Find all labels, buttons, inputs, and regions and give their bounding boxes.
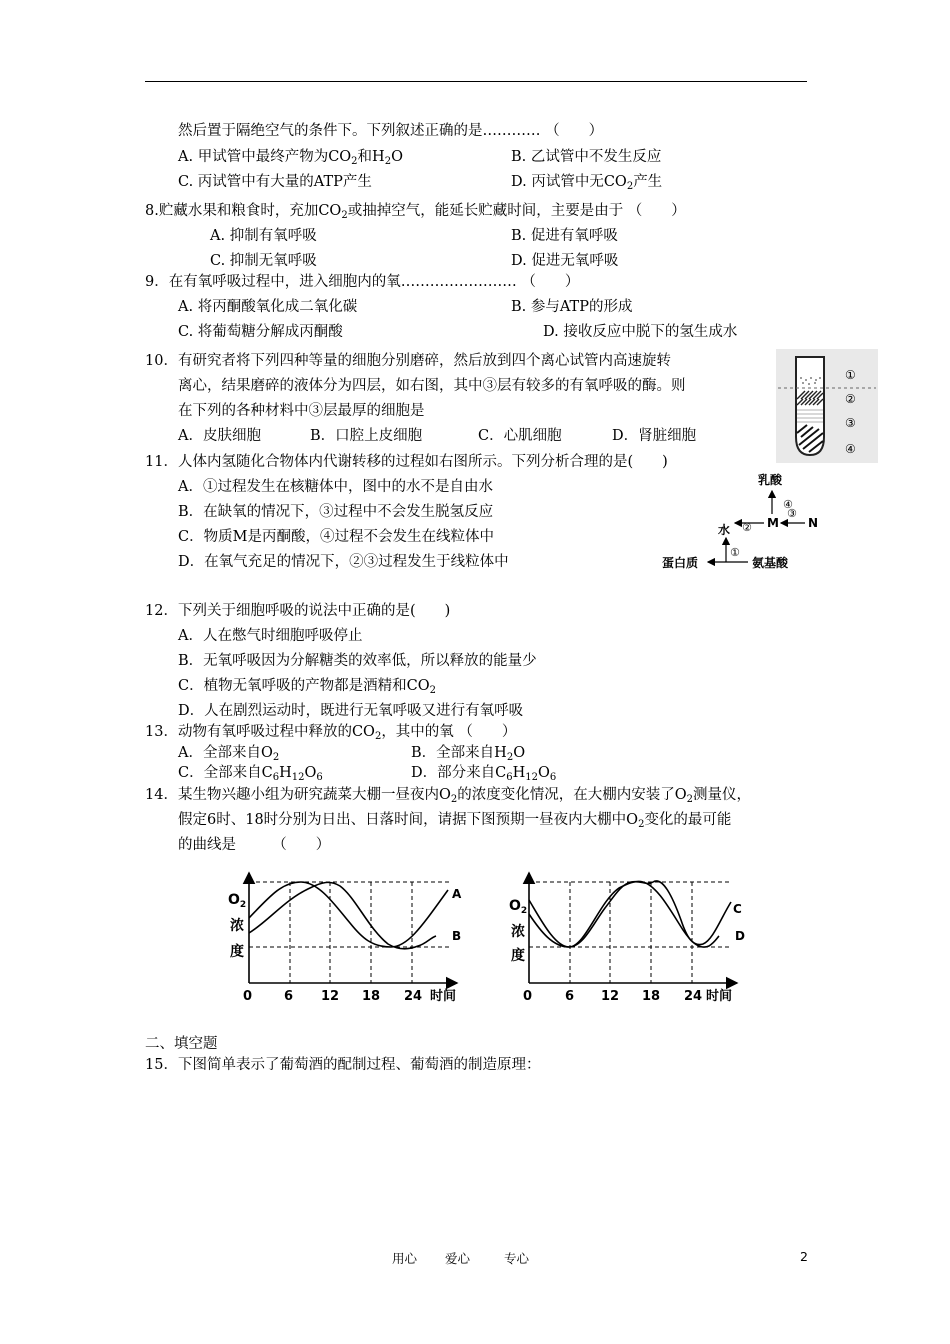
page-number: 2 <box>800 1249 808 1264</box>
q8-option-a: A. 抑制有氧呼吸 <box>210 228 317 244</box>
y-label-o2: $O_2$ <box>228 892 247 910</box>
centrifuge-tube-figure <box>776 349 878 463</box>
tube-label-4: ④ <box>845 442 856 456</box>
q13-option-c: C．全部来自$C_6H_{12}O_6$ <box>178 765 323 783</box>
q8-option-b: B. 促进有氧呼吸 <box>511 228 618 244</box>
tube-label-1: ① <box>845 368 856 382</box>
q10-option-b: B．口腔上皮细胞 <box>310 428 423 444</box>
x-tick-6: 6 <box>284 989 294 1004</box>
x-tick-0-right: 0 <box>523 989 533 1004</box>
q11-option-c: C．物质M是丙酮酸，④过程不会发生在线粒体中 <box>178 529 494 545</box>
q11-option-d: D．在氧气充足的情况下，②③过程发生于线粒体中 <box>178 554 509 570</box>
q13-option-a: A．全部来自$O_2$ <box>178 745 280 763</box>
q12-stem: 12．下列关于细胞呼吸的说法中正确的是( ) <box>145 603 451 619</box>
label-n: N <box>808 516 819 530</box>
x-tick-0: 0 <box>243 989 253 1004</box>
step-1-label: ① <box>730 546 740 559</box>
tube-label-2: ② <box>845 392 856 406</box>
y-label-du-right: 度 <box>511 948 525 964</box>
q14-line1: 14．某生物兴趣小组为研究蔬菜大棚一昼夜内$O_2$的浓度变化情况，在大棚内安装了$O_2$测量仪， <box>145 787 751 805</box>
q9-option-c: C. 将葡萄糖分解成丙酮酸 <box>178 324 343 340</box>
x-label-time-right: 时间 <box>706 989 733 1004</box>
x-tick-6-right: 6 <box>565 989 575 1004</box>
y-label-du: 度 <box>230 944 244 960</box>
label-water: 水 <box>718 523 731 537</box>
q10-option-a: A．皮肤细胞 <box>178 428 261 444</box>
curve-a-label: A <box>452 887 462 901</box>
q9-option-d: D. 接收反应中脱下的氢生成水 <box>543 324 738 340</box>
q7-option-c: C. 丙试管中有大量的ATP产生 <box>178 174 372 190</box>
x-tick-12: 12 <box>321 989 340 1004</box>
hydrogen-transfer-diagram <box>660 468 830 576</box>
tube-label-3: ③ <box>845 416 856 430</box>
q12-option-c: C．植物无氧呼吸的产物都是酒精和$CO_2$ <box>178 678 436 696</box>
q15-stem: 15．下图简单表示了葡萄酒的配制过程、葡萄酒的制造原理： <box>145 1057 541 1073</box>
q10-option-d: D．肾脏细胞 <box>612 428 697 444</box>
x-tick-18-right: 18 <box>642 989 661 1004</box>
q7-stem: 然后置于隔绝空气的条件下。下列叙述正确的是………… （ ） <box>178 123 604 139</box>
footer-zhuanxin: 专心 <box>504 1251 530 1266</box>
q10-line2: 离心，结果磨碎的液体分为四层，如右图，其中③层有较多的有氧呼吸的酶。则 <box>178 378 686 394</box>
label-lactic-acid: 乳酸 <box>758 473 783 487</box>
q12-option-b: B．无氧呼吸因为分解糖类的效率低，所以释放的能量少 <box>178 653 537 669</box>
q7-option-d: D. 丙试管中无$CO_2$产生 <box>511 174 663 192</box>
curve-a <box>249 882 448 947</box>
x-tick-18: 18 <box>362 989 381 1004</box>
q11-option-b: B．在缺氧的情况下，③过程中不会发生脱氢反应 <box>178 504 494 520</box>
y-label-o2-right: $O_2$ <box>509 898 528 916</box>
curve-b-label: B <box>452 929 462 943</box>
curve-c-label: C <box>733 902 742 916</box>
q13-option-b: B．全部来自$H_2O$ <box>411 745 526 763</box>
q8-stem: 8.贮藏水果和粮食时，充加$CO_2$或抽掉空气，能延长贮藏时间，主要是由于 （ ） <box>145 203 686 221</box>
q10-line3: 在下列的各种材料中③层最厚的细胞是 <box>178 403 425 419</box>
q14-line3: 的曲线是 （ ） <box>178 837 331 853</box>
curve-d <box>529 881 719 947</box>
q8-option-d: D. 促进无氧呼吸 <box>511 253 619 269</box>
q13-option-d: D．部分来自$C_6H_{12}O_6$ <box>411 765 557 783</box>
o2-graph-left <box>222 858 472 1008</box>
y-label-nong: 浓 <box>230 918 244 934</box>
q9-option-a: A. 将丙酮酸氧化成二氧化碳 <box>178 299 358 315</box>
q12-option-d: D．人在剧烈运动时，既进行无氧呼吸又进行有氧呼吸 <box>178 703 524 719</box>
q7-option-a: A. 甲试管中最终产物为$CO_2$和$H_2O$ <box>178 149 403 167</box>
footer-aixin: 爱心 <box>445 1251 471 1266</box>
q10-option-c: C．心肌细胞 <box>478 428 562 444</box>
footer-yongxin: 用心 <box>392 1251 418 1266</box>
header-rule <box>145 81 807 82</box>
y-label-nong-right: 浓 <box>511 924 525 940</box>
o2-graph-right <box>507 858 757 1008</box>
curve-d-label: D <box>735 929 745 943</box>
step-3-label: ③ <box>787 507 797 520</box>
step-4-label: ④ <box>783 498 793 511</box>
x-tick-24-right: 24 <box>684 989 703 1004</box>
q11-option-a: A．①过程发生在核糖体中，图中的水不是自由水 <box>178 479 493 495</box>
x-label-time: 时间 <box>430 989 457 1004</box>
q9-stem: 9．在有氧呼吸过程中，进入细胞内的氧…………………… （ ） <box>145 274 580 290</box>
q9-option-b: B. 参与ATP的形成 <box>511 299 633 315</box>
q14-line2: 假定6时、18时分别为日出、日落时间，请据下图预期一昼夜内大棚中$O_2$变化的最可能 <box>178 812 732 830</box>
q13-stem: 13．动物有氧呼吸过程中释放的$CO_2$，其中的氧 （ ） <box>145 724 517 742</box>
label-amino-acid: 氨基酸 <box>752 556 789 570</box>
q10-line1: 10．有研究者将下列四种等量的细胞分别磨碎，然后放到四个离心试管内高速旋转 <box>145 353 671 369</box>
curve-c <box>529 881 731 947</box>
label-m: M <box>767 516 779 530</box>
x-tick-24: 24 <box>404 989 423 1004</box>
q8-option-c: C. 抑制无氧呼吸 <box>210 253 317 269</box>
section-2-heading: 二、填空题 <box>145 1036 218 1052</box>
step-2-label: ② <box>742 521 752 534</box>
label-protein: 蛋白质 <box>662 556 699 570</box>
q12-option-a: A．人在憋气时细胞呼吸停止 <box>178 628 363 644</box>
x-tick-12-right: 12 <box>601 989 620 1004</box>
q11-stem: 11．人体内氢随化合物体内代谢转移的过程如右图所示。下列分析合理的是( ) <box>145 454 668 470</box>
q7-option-b: B. 乙试管中不发生反应 <box>511 149 662 165</box>
